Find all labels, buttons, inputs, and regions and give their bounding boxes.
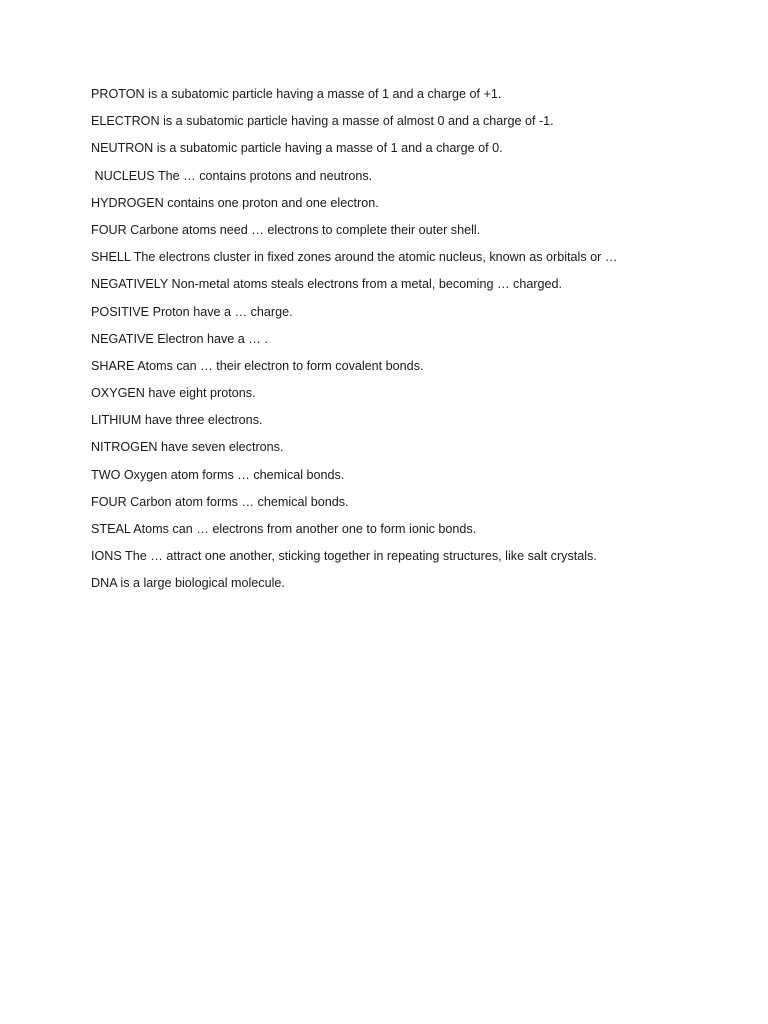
line-positive: POSITIVE Proton have a … charge.: [91, 304, 293, 319]
document-lines: [91, 86, 731, 603]
line-steal: STEAL Atoms can … electrons from another one to form ionic bonds.: [91, 522, 477, 536]
line-negatively: NEGATIVELY Non-metal atoms steals electrons from a metal, becoming … charged.: [91, 277, 563, 292]
line-ions: IONS The … attract one another, sticking together in repeating structures, like salt crystals.: [91, 549, 597, 564]
line-nitrogen: NITROGEN have seven electrons.: [91, 440, 284, 455]
line-lithium: LITHIUM have three electrons.: [91, 413, 263, 428]
line-hydrogen: HYDROGEN contains one proton and one electron.: [91, 195, 379, 210]
line-share: SHARE Atoms can … their electron to form covalent bonds.: [91, 358, 424, 373]
line-proton: PROTON is a subatomic particle having a masse of 1 and a charge of +1.: [91, 87, 502, 101]
line-four-carbon: FOUR Carbon atom forms … chemical bonds.: [91, 494, 349, 509]
line-oxygen: OXYGEN have eight protons.: [91, 386, 256, 401]
line-electron: ELECTRON is a subatomic particle having a masse of almost 0 and a charge of -1.: [91, 114, 554, 129]
line-neutron: NEUTRON is a subatomic particle having a masse of 1 and a charge of 0.: [91, 141, 503, 156]
line-two-oxygen: TWO Oxygen atom forms … chemical bonds.: [91, 467, 345, 482]
line-dna: DNA is a large biological molecule.: [91, 576, 285, 591]
line-shell: SHELL The electrons cluster in fixed zones around the atomic nucleus, known as orbitals or …: [91, 250, 618, 265]
line-four-carbone: FOUR Carbone atoms need … electrons to complete their outer shell.: [91, 222, 481, 237]
line-negative: NEGATIVE Electron have a … .: [91, 331, 268, 346]
line-nucleus: NUCLEUS The … contains protons and neutrons.: [91, 168, 373, 183]
